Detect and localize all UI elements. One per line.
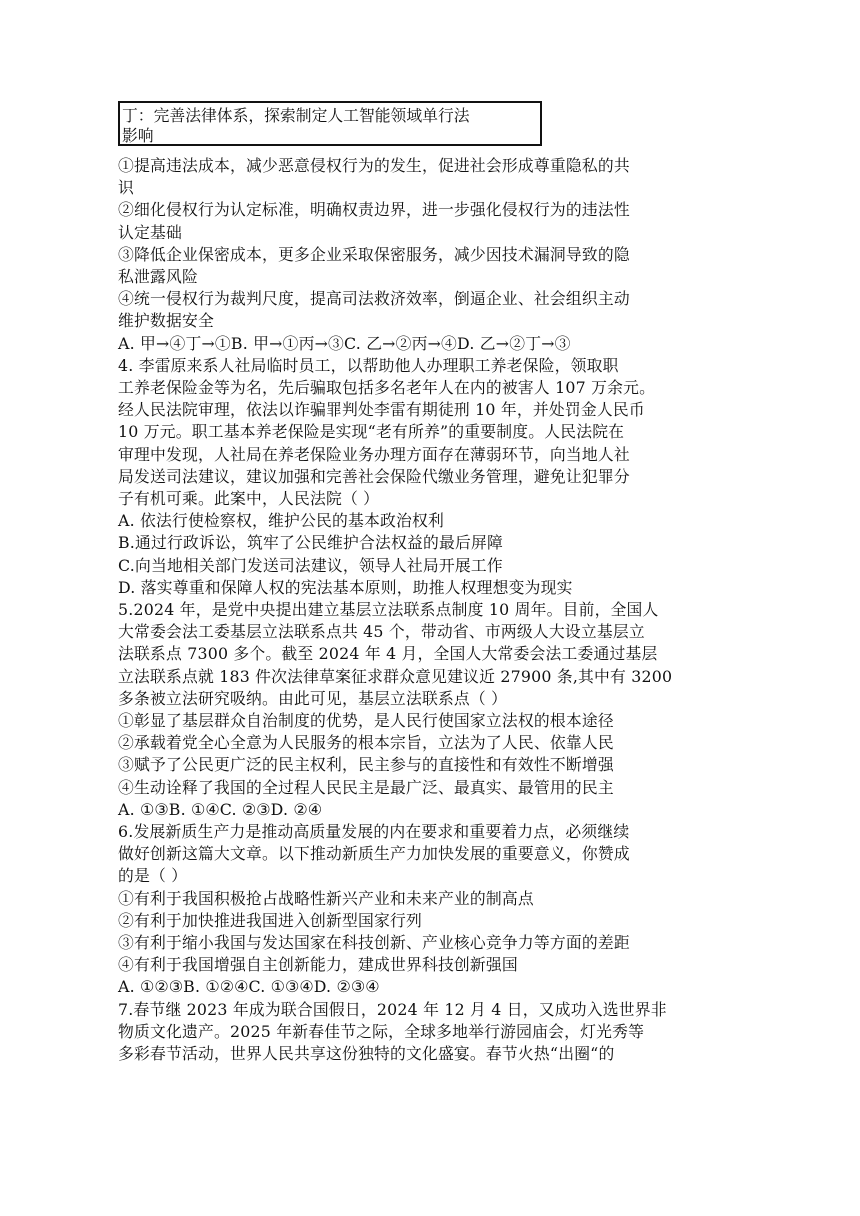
- text-line: 局发送司法建议，建议加强和完善社会保险代缴业务管理，避免让犯罪分: [118, 466, 630, 486]
- text-line: 认定基础: [118, 222, 182, 242]
- text-line: 多彩春节活动，世界人民共享这份独特的文化盛宴。春节火热“出圈“的: [118, 1044, 615, 1063]
- text-line: 6.发展新质生产力是推动高质量发展的内在要求和重要着力点，必须继续: [118, 822, 630, 841]
- text-line: 子有机可乘。此案中，人民法院（ ）: [118, 489, 380, 508]
- text-line: ④有利于我国增强自主创新能力，建成世界科技创新强国: [118, 955, 518, 975]
- box-text-line: 影响: [122, 126, 154, 145]
- text-line: A. 依法行使检察权，维护公民的基本政治权利: [118, 511, 444, 531]
- text-line: 维护数据安全: [118, 311, 214, 331]
- text-line: A. ①③B. ①④C. ②③D. ②④: [118, 799, 323, 819]
- text-line: 法联系点 7300 多个。截至 2024 年 4 月，全国人大常委会法工委通过基层: [118, 644, 658, 664]
- text-line: 4. 李雷原来系人社局临时员工，以帮助他人办理职工养老保险，领取职: [118, 355, 619, 375]
- text-line: 私泄露风险: [118, 267, 198, 286]
- text-line: ③降低企业保密成本，更多企业采取保密服务，减少因技术漏洞导致的隐: [118, 244, 630, 264]
- text-line: ③赋予了公民更广泛的民主权利，民主参与的直接性和有效性不断增强: [118, 755, 614, 775]
- text-line: A. ①②③B. ①②④C. ①③④D. ②③④: [118, 977, 380, 997]
- text-line: 工养老保险金等为名，先后骗取包括多名老年人在内的被害人 107 万余元。: [118, 378, 656, 397]
- text-line: ②承载着党全心全意为人民服务的根本宗旨，立法为了人民、依靠人民: [118, 733, 614, 753]
- text-line: 的是（ ）: [118, 866, 188, 886]
- text-line: ①有利于我国积极抢占战略性新兴产业和未来产业的制高点: [118, 888, 534, 908]
- text-line: 经人民法院审理，依法以诈骗罪判处李雷有期徒刑 10 年，并处罚金人民币: [118, 400, 645, 420]
- text-line: 立法联系点就 183 件次法律草案征求群众意见建议近 27900 条,其中有 3200: [118, 666, 673, 686]
- text-line: ②有利于加快推进我国进入创新型国家行列: [118, 910, 422, 930]
- text-line: 审理中发现，人社局在养老保险业务办理方面存在薄弱环节，向当地人社: [118, 444, 630, 464]
- text-line: 10 万元。职工基本养老保险是实现“老有所养”的重要制度。人民法院在: [118, 422, 625, 442]
- table-cell-box: [118, 101, 542, 146]
- text-line: ②细化侵权行为认定标准，明确权责边界，进一步强化侵权行为的违法性: [118, 200, 630, 220]
- text-line: ③有利于缩小我国与发达国家在科技创新、产业核心竞争力等方面的差距: [118, 933, 630, 952]
- text-line: 物质文化遗产。2025 年新春佳节之际，全球多地举行游园庙会，灯光秀等: [118, 1021, 645, 1041]
- text-line: C.向当地相关部门发送司法建议，领导人社局开展工作: [118, 555, 503, 575]
- text-line: 大常委会法工委基层立法联系点共 45 个，带动省、市两级人大设立基层立: [118, 622, 645, 642]
- box-text-line: 丁：完善法律体系，探索制定人工智能领域单行法: [122, 106, 470, 125]
- text-line: ④生动诠释了我国的全过程人民民主是最广泛、最真实、最管用的民主: [118, 777, 614, 797]
- text-line: ④统一侵权行为裁判尺度，提高司法救济效率，倒逼企业、社会组织主动: [118, 289, 630, 309]
- text-line: ①彰显了基层群众自治制度的优势，是人民行使国家立法权的根本途径: [118, 711, 614, 730]
- text-line: 7.春节继 2023 年成为联合国假日，2024 年 12 月 4 日，又成功入选世界非: [118, 999, 667, 1019]
- text-line: 识: [118, 178, 134, 198]
- text-line: A. 甲→④丁→①B. 甲→①丙→③C. 乙→②丙→④D. 乙→②丁→③: [118, 333, 571, 353]
- text-line: B.通过行政诉讼，筑牢了公民维护合法权益的最后屏障: [118, 533, 503, 553]
- text-line: 做好创新这篇大文章。以下推动新质生产力加快发展的重要意义，你赞成: [118, 844, 630, 864]
- text-line: ①提高违法成本，减少恶意侵权行为的发生，促进社会形成尊重隐私的共: [118, 156, 630, 175]
- text-line: 多条被立法研究吸纳。由此可见，基层立法联系点（ ）: [118, 688, 508, 708]
- text-line: 5.2024 年，是党中央提出建立基层立法联系点制度 10 周年。目前，全国人: [118, 600, 659, 619]
- text-line: D. 落实尊重和保障人权的宪法基本原则，助推人权理想变为现实: [118, 577, 573, 597]
